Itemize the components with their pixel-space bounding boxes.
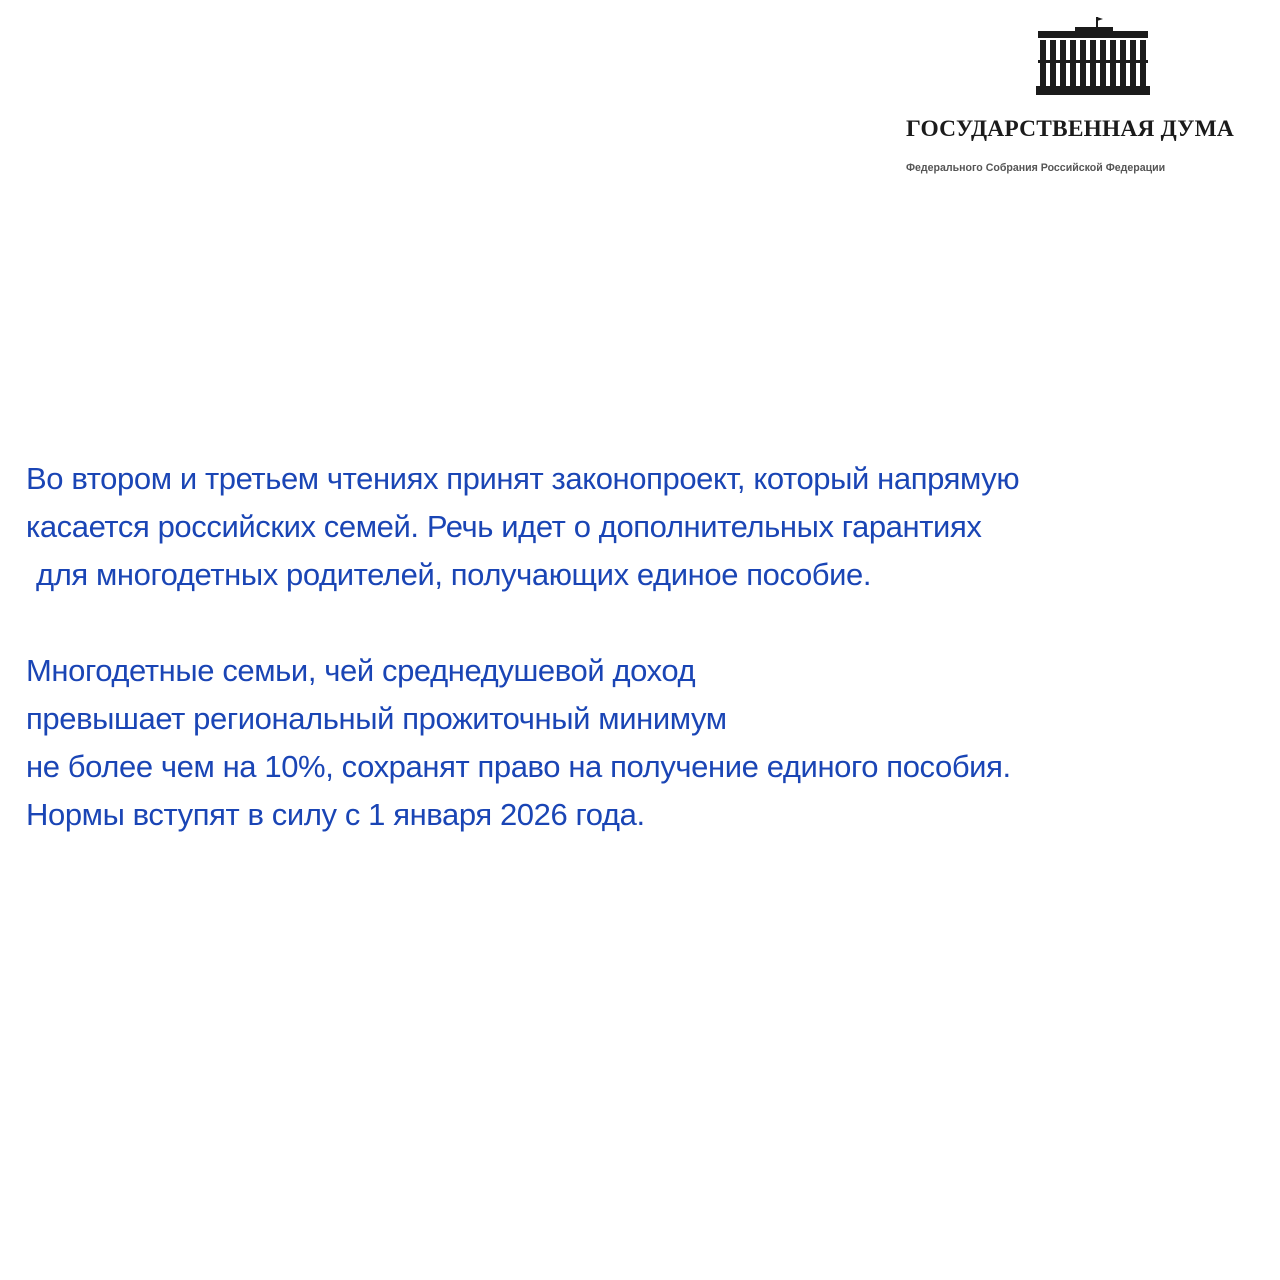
article-line: для многодетных родителей, получающих единое пособие. <box>36 557 872 592</box>
logo-title: ГОСУДАРСТВЕННАЯ ДУМА <box>906 116 1234 142</box>
paragraph-gap <box>26 599 1266 647</box>
article-paragraph-1 <box>26 455 1266 599</box>
article-line: Многодетные семьи, чей среднедушевой доход <box>26 653 696 688</box>
article-line: касается российских семей. Речь идет о дополнительных гарантиях <box>26 509 982 544</box>
article-line: Во втором и третьем чтениях принят законопроект, который напрямую <box>26 461 1020 496</box>
article-line: превышает региональный прожиточный минимум <box>26 701 727 736</box>
duma-building-icon <box>1035 14 1151 96</box>
duma-logo <box>900 14 1276 184</box>
logo-subtitle: Федерального Собрания Российской Федерации <box>906 162 1166 174</box>
article-line: Нормы вступят в силу с 1 января 2026 года. <box>26 797 645 832</box>
article-line: не более чем на 10%, сохранят право на получение единого пособия. <box>26 749 1011 784</box>
article-paragraph-2 <box>26 647 1266 839</box>
article-body <box>26 455 1266 839</box>
